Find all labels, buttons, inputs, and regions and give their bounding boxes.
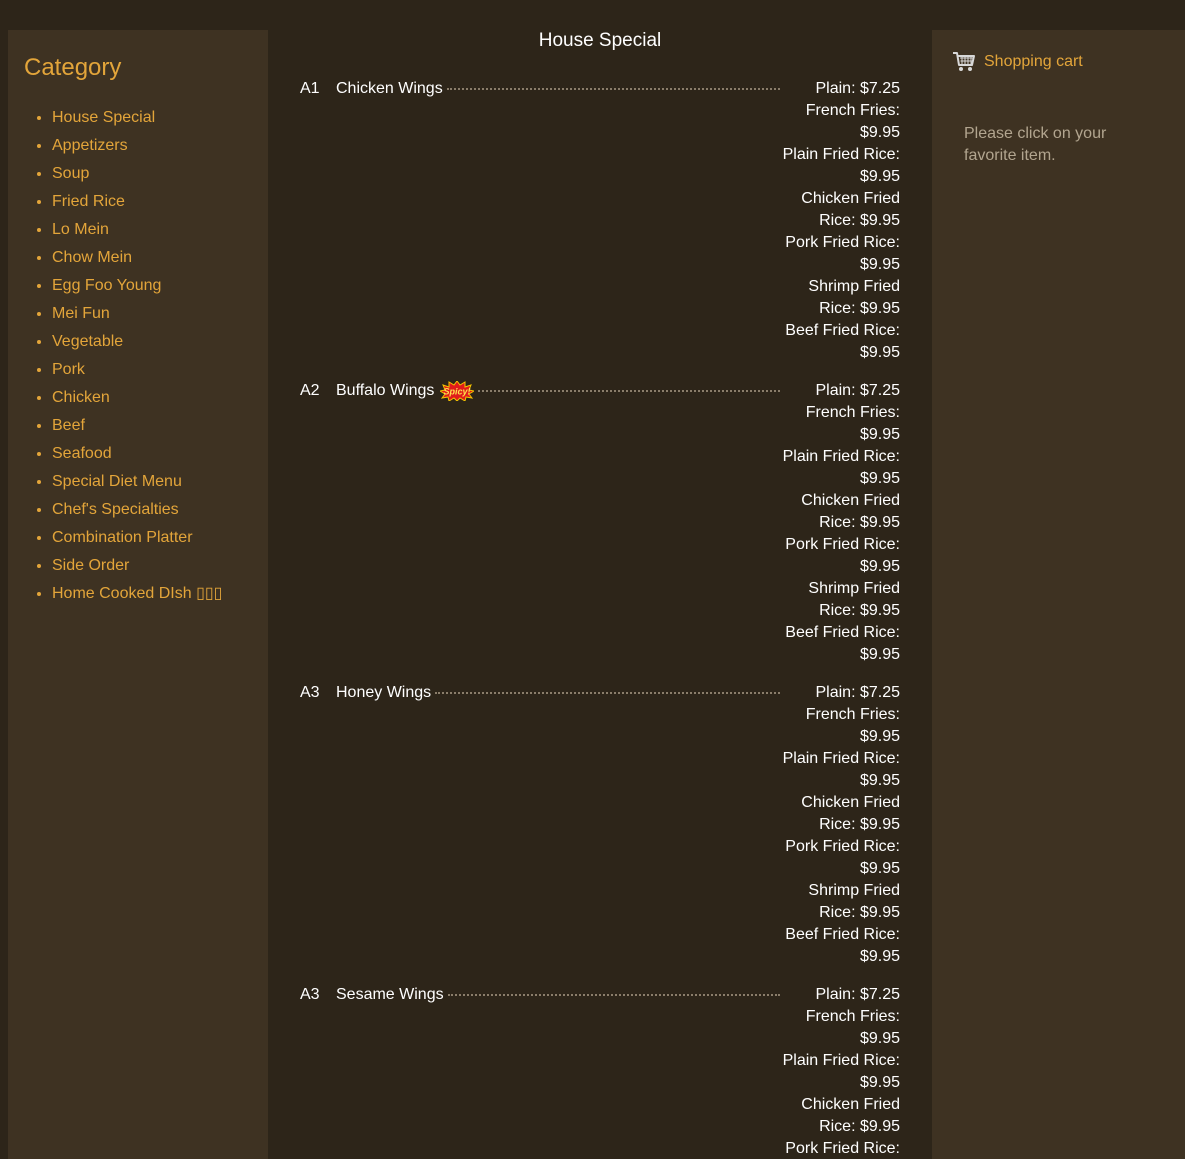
price-line: Rice: $9.95 (819, 212, 900, 229)
dotted-leader (478, 380, 780, 392)
price-line: Beef Fried Rice: (785, 926, 900, 943)
price-line: $9.95 (859, 728, 900, 745)
price-line: $9.95 (859, 124, 900, 141)
category-item[interactable] (52, 104, 252, 132)
price-line: Beef Fried Rice: (785, 322, 900, 339)
category-item[interactable] (52, 300, 252, 328)
dotted-leader (435, 682, 780, 694)
cart-title[interactable]: Shopping cart (984, 53, 1083, 70)
category-item[interactable] (52, 188, 252, 216)
price-line: $9.95 (859, 1030, 900, 1047)
cart-header[interactable] (952, 50, 1083, 74)
item-prices[interactable] (780, 380, 900, 666)
page-title: House Special (538, 30, 662, 51)
item-code: A3 (300, 986, 320, 1003)
price-line: Rice: $9.95 (819, 514, 900, 531)
item-name-row (336, 380, 780, 402)
price-line: Rice: $9.95 (819, 602, 900, 619)
price-line: Plain: $7.25 (815, 80, 900, 97)
category-link[interactable]: Fried Rice (52, 193, 125, 210)
category-link[interactable]: Chef's Specialties (52, 501, 179, 518)
price-line: Plain: $7.25 (815, 382, 900, 399)
price-line: Plain: $7.25 (815, 986, 900, 1003)
price-line: Plain Fried Rice: (782, 146, 900, 163)
shopping-cart-panel (932, 30, 1185, 1159)
price-line: Pork Fried Rice: (785, 234, 900, 251)
category-link[interactable]: Vegetable (52, 333, 124, 350)
price-line: Chicken Fried (801, 1096, 900, 1113)
price-line: French Fries: (805, 1008, 900, 1025)
category-link[interactable]: Chicken (52, 389, 110, 406)
price-line: Rice: $9.95 (819, 300, 900, 317)
item-name-row (336, 78, 780, 100)
item-prices[interactable] (780, 984, 900, 1159)
item-code: A2 (300, 382, 320, 399)
price-line: French Fries: (805, 706, 900, 723)
price-line: Rice: $9.95 (819, 904, 900, 921)
category-link[interactable]: Chow Mein (52, 249, 133, 266)
item-name-row (336, 682, 780, 704)
price-line: $9.95 (859, 256, 900, 273)
category-link[interactable]: Home Cooked DIsh ▯▯▯ (52, 585, 223, 602)
item-code: A3 (300, 684, 320, 701)
cart-empty-message: Please click on your favorite item. (964, 125, 1107, 164)
price-line: Pork Fried Rice: (785, 1140, 900, 1157)
category-item[interactable] (52, 496, 252, 524)
category-link[interactable]: Egg Foo Young (52, 277, 162, 294)
category-item[interactable] (52, 440, 252, 468)
item-name[interactable]: Honey Wings (336, 684, 432, 701)
category-title: Category (24, 54, 122, 81)
category-item[interactable] (52, 468, 252, 496)
price-line: $9.95 (859, 772, 900, 789)
category-item[interactable] (52, 272, 252, 300)
category-item[interactable] (52, 160, 252, 188)
price-line: $9.95 (859, 426, 900, 443)
item-name[interactable]: Buffalo Wings (336, 382, 435, 399)
category-link[interactable]: Lo Mein (52, 221, 109, 238)
item-name-row (336, 984, 780, 1006)
price-line: Chicken Fried (801, 492, 900, 509)
price-line: Chicken Fried (801, 190, 900, 207)
menu-panel (268, 30, 932, 1159)
category-item[interactable] (52, 328, 252, 356)
item-name[interactable]: Sesame Wings (336, 986, 444, 1003)
price-line: Plain Fried Rice: (782, 448, 900, 465)
category-item[interactable] (52, 384, 252, 412)
spicy-badge-icon (440, 381, 474, 401)
category-link[interactable]: Beef (52, 417, 85, 434)
price-line: Pork Fried Rice: (785, 536, 900, 553)
dotted-leader (447, 78, 780, 90)
item-code: A1 (300, 80, 320, 97)
price-line: Plain Fried Rice: (782, 1052, 900, 1069)
category-link[interactable]: Side Order (52, 557, 130, 574)
price-line: Shrimp Fried (808, 278, 900, 295)
price-line: $9.95 (859, 558, 900, 575)
category-item[interactable] (52, 356, 252, 384)
category-link[interactable]: Soup (52, 165, 90, 182)
category-link[interactable]: Appetizers (52, 137, 128, 154)
price-line: Shrimp Fried (808, 580, 900, 597)
shopping-cart-icon (952, 51, 976, 73)
price-line: $9.95 (859, 646, 900, 663)
price-line: $9.95 (859, 1074, 900, 1091)
category-link[interactable]: House Special (52, 109, 156, 126)
price-line: Plain Fried Rice: (782, 750, 900, 767)
price-line: Rice: $9.95 (819, 1118, 900, 1135)
price-line: Beef Fried Rice: (785, 624, 900, 641)
category-item[interactable] (52, 580, 252, 608)
dotted-leader (448, 984, 780, 996)
price-line: Plain: $7.25 (815, 684, 900, 701)
price-line: $9.95 (859, 470, 900, 487)
spicy-label: Spicy! (443, 386, 471, 397)
category-link[interactable]: Special Diet Menu (52, 473, 182, 490)
category-link[interactable]: Seafood (52, 445, 112, 462)
category-item[interactable] (52, 524, 252, 552)
category-link[interactable]: Mei Fun (52, 305, 110, 322)
category-link[interactable]: Pork (52, 361, 85, 378)
category-link[interactable]: Combination Platter (52, 529, 193, 546)
price-line: French Fries: (805, 404, 900, 421)
price-line: $9.95 (859, 168, 900, 185)
category-list (24, 104, 252, 608)
category-sidebar (8, 30, 268, 1159)
item-name[interactable]: Chicken Wings (336, 80, 443, 97)
item-prices[interactable] (780, 682, 900, 968)
price-line: Shrimp Fried (808, 882, 900, 899)
price-line: $9.95 (859, 948, 900, 965)
category-item[interactable] (52, 132, 252, 160)
price-line: $9.95 (859, 860, 900, 877)
price-line: Pork Fried Rice: (785, 838, 900, 855)
price-line: Chicken Fried (801, 794, 900, 811)
category-item[interactable] (52, 552, 252, 580)
category-item[interactable] (52, 216, 252, 244)
price-line: $9.95 (859, 344, 900, 361)
item-prices[interactable] (780, 78, 900, 364)
category-item[interactable] (52, 244, 252, 272)
category-item[interactable] (52, 412, 252, 440)
price-line: French Fries: (805, 102, 900, 119)
price-line: Rice: $9.95 (819, 816, 900, 833)
